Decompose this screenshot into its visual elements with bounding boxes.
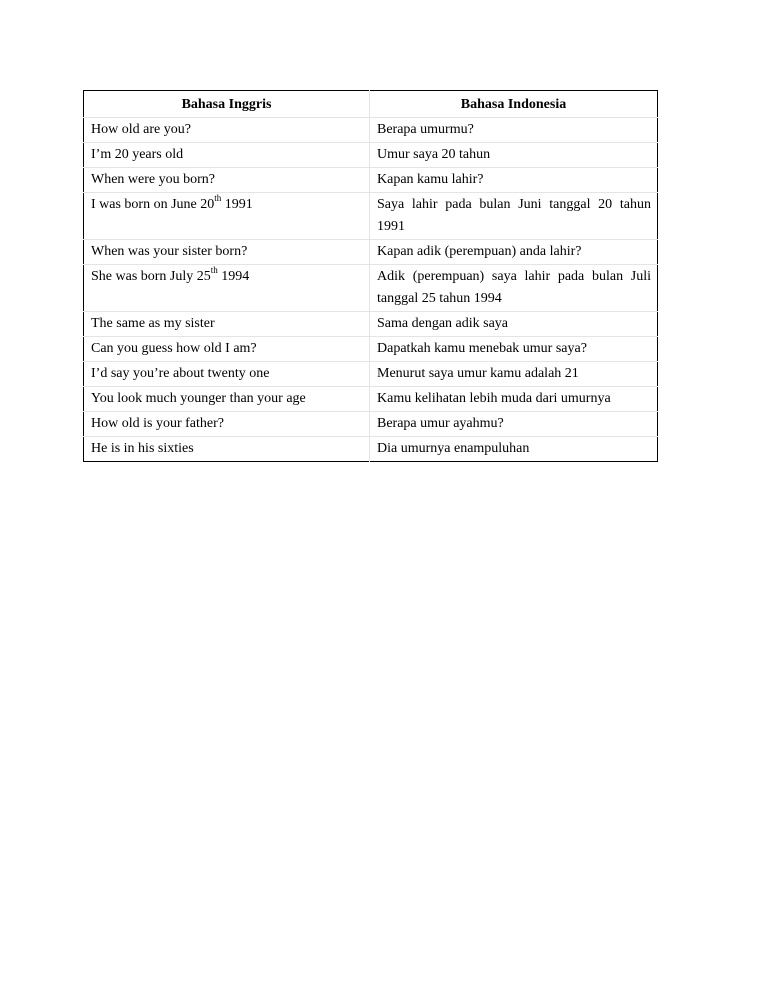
cell-english xyxy=(84,193,370,240)
english-text: Can you guess how old I am? xyxy=(91,341,257,356)
table-row xyxy=(84,193,658,240)
cell-english xyxy=(84,265,370,312)
cell-indonesian xyxy=(370,265,658,312)
indonesian-text: Dia umurnya enampuluhan xyxy=(377,441,530,456)
indonesian-text: Berapa umurmu? xyxy=(377,122,474,137)
cell-english xyxy=(84,240,370,265)
table-row xyxy=(84,362,658,387)
english-text-year: 1991 xyxy=(221,197,253,212)
english-text: You look much younger than your age xyxy=(91,391,306,406)
cell-indonesian xyxy=(370,168,658,193)
cell-indonesian xyxy=(370,193,658,240)
table-header-row xyxy=(84,91,658,118)
ordinal-suffix: th xyxy=(210,265,218,276)
indonesian-text: Dapatkah kamu menebak umur saya? xyxy=(377,341,587,356)
cell-english xyxy=(84,312,370,337)
table-row xyxy=(84,240,658,265)
cell-english xyxy=(84,143,370,168)
indonesian-text: Kapan kamu lahir? xyxy=(377,172,484,187)
indonesian-text: Kapan adik (perempuan) anda lahir? xyxy=(377,244,582,259)
indonesian-text: Saya lahir pada bulan Juni tanggal 20 tahun 1991 xyxy=(377,197,651,234)
cell-english xyxy=(84,337,370,362)
phrase-table xyxy=(83,90,658,462)
english-text: She was born July 25 xyxy=(91,269,211,284)
english-text: How old are you? xyxy=(91,122,191,137)
english-text: I was born on June 20 xyxy=(91,197,215,212)
cell-english xyxy=(84,387,370,412)
table-row xyxy=(84,312,658,337)
table-row xyxy=(84,387,658,412)
cell-indonesian xyxy=(370,312,658,337)
cell-english xyxy=(84,168,370,193)
ordinal-suffix: th xyxy=(214,193,222,204)
table-row xyxy=(84,412,658,437)
english-text: He is in his sixties xyxy=(91,441,194,456)
english-text: When were you born? xyxy=(91,172,216,187)
table-row xyxy=(84,437,658,462)
indonesian-text: Kamu kelihatan lebih muda dari umurnya xyxy=(377,391,611,406)
indonesian-text: Adik (perempuan) saya lahir pada bulan Juli tanggal 25 tahun 1994 xyxy=(377,269,651,306)
cell-english xyxy=(84,412,370,437)
english-text: I’d say you’re about twenty one xyxy=(91,366,270,381)
english-text: How old is your father? xyxy=(91,416,224,431)
english-text: The same as my sister xyxy=(91,316,215,331)
english-text-year: 1994 xyxy=(217,269,250,284)
cell-indonesian xyxy=(370,337,658,362)
table-row xyxy=(84,337,658,362)
cell-english xyxy=(84,437,370,462)
cell-indonesian xyxy=(370,412,658,437)
cell-indonesian xyxy=(370,362,658,387)
header-english: Bahasa Inggris xyxy=(84,91,370,118)
table-row xyxy=(84,265,658,312)
cell-indonesian xyxy=(370,437,658,462)
cell-english xyxy=(84,118,370,143)
indonesian-text: Sama dengan adik saya xyxy=(377,316,509,331)
table-row xyxy=(84,143,658,168)
cell-english xyxy=(84,362,370,387)
indonesian-text: Menurut saya umur kamu adalah 21 xyxy=(377,366,579,381)
english-text: I’m 20 years old xyxy=(91,147,184,162)
cell-indonesian xyxy=(370,143,658,168)
cell-indonesian xyxy=(370,240,658,265)
table-row xyxy=(84,168,658,193)
cell-indonesian xyxy=(370,118,658,143)
indonesian-text: Umur saya 20 tahun xyxy=(377,147,491,162)
english-text: When was your sister born? xyxy=(91,244,248,259)
table-row xyxy=(84,118,658,143)
indonesian-text: Berapa umur ayahmu? xyxy=(377,416,504,431)
header-indonesian: Bahasa Indonesia xyxy=(370,91,658,118)
cell-indonesian xyxy=(370,387,658,412)
